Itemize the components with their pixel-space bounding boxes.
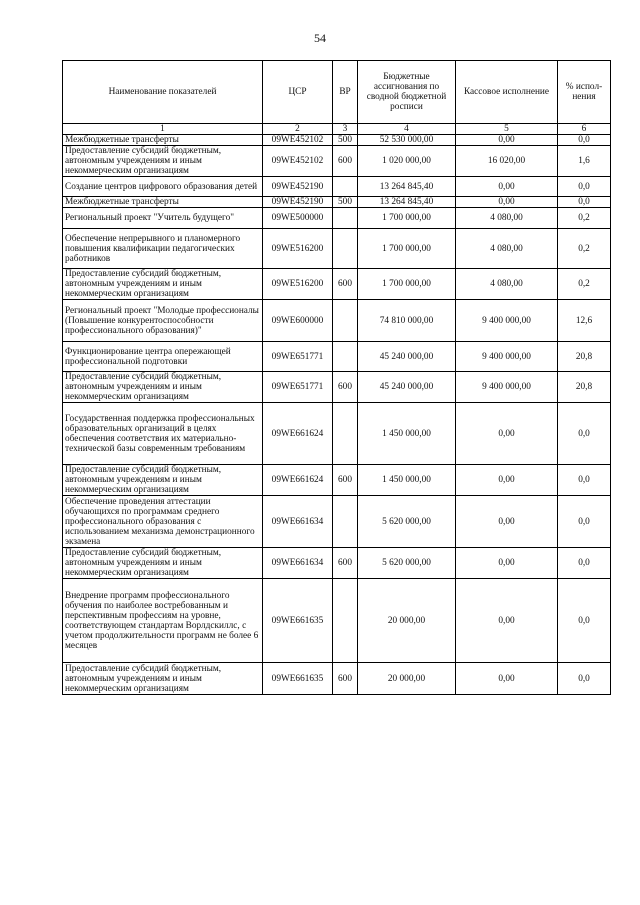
- row-percent: 0,0: [558, 177, 611, 197]
- row-csr: 09WE651771: [263, 372, 333, 403]
- table-row: [63, 135, 611, 146]
- row-percent: 0,2: [558, 208, 611, 229]
- row-vr: 500: [333, 197, 358, 208]
- row-csr: 09WE651771: [263, 342, 333, 372]
- table-row: [63, 146, 611, 177]
- table-row: [63, 465, 611, 496]
- row-assignments: 74 810 000,00: [358, 300, 456, 342]
- row-csr: 09WE516200: [263, 269, 333, 300]
- row-percent: 0,0: [558, 197, 611, 208]
- row-name: Государственная поддержка профессиональных образовательных организаций в целях обеспечения соответствия их материально-технической базы современным требованиям: [63, 403, 263, 465]
- header-assignments: Бюджетные ассигнования по сводной бюджетной росписи: [358, 61, 456, 124]
- row-vr: [333, 300, 358, 342]
- row-csr: 09WE600000: [263, 300, 333, 342]
- row-assignments: 52 530 000,00: [358, 135, 456, 146]
- row-vr: 600: [333, 146, 358, 177]
- table-row: [63, 342, 611, 372]
- row-vr: [333, 208, 358, 229]
- row-name: Предоставление субсидий бюджетным, автономным учреждениям и иным некоммерческим организациям: [63, 372, 263, 403]
- column-number-row: [63, 124, 611, 135]
- row-vr: 600: [333, 269, 358, 300]
- row-csr: 09WE452190: [263, 197, 333, 208]
- row-vr: 500: [333, 135, 358, 146]
- row-cash-execution: 0,00: [456, 465, 558, 496]
- row-name: Межбюджетные трансферты: [63, 197, 263, 208]
- row-assignments: 1 020 000,00: [358, 146, 456, 177]
- row-percent: 0,0: [558, 403, 611, 465]
- row-cash-execution: 0,00: [456, 177, 558, 197]
- row-csr: 09WE516200: [263, 229, 333, 269]
- row-cash-execution: 0,00: [456, 496, 558, 548]
- row-percent: 0,0: [558, 465, 611, 496]
- row-name: Предоставление субсидий бюджетным, автономным учреждениям и иным некоммерческим организациям: [63, 146, 263, 177]
- row-percent: 12,6: [558, 300, 611, 342]
- row-csr: 09WE661635: [263, 579, 333, 663]
- table-body: [63, 135, 611, 695]
- row-csr: 09WE661634: [263, 548, 333, 579]
- row-vr: 600: [333, 663, 358, 695]
- table-row: [63, 229, 611, 269]
- row-csr: 09WE452102: [263, 135, 333, 146]
- row-assignments: 20 000,00: [358, 579, 456, 663]
- row-cash-execution: 4 080,00: [456, 208, 558, 229]
- row-name: Предоставление субсидий бюджетным, автономным учреждениям и иным некоммерческим организациям: [63, 465, 263, 496]
- row-cash-execution: 0,00: [456, 403, 558, 465]
- row-vr: 600: [333, 372, 358, 403]
- row-name: Функционирование центра опережающей профессиональной подготовки: [63, 342, 263, 372]
- row-name: Обеспечение проведения аттестации обучающихся по программам среднего профессионального образования с использованием механизма демонстрационного экзамена: [63, 496, 263, 548]
- row-vr: 600: [333, 465, 358, 496]
- row-vr: [333, 342, 358, 372]
- header-name: Наименование показателей: [63, 61, 263, 124]
- table-row: [63, 372, 611, 403]
- row-name: Межбюджетные трансферты: [63, 135, 263, 146]
- column-number: 1: [63, 124, 263, 135]
- table-row: [63, 496, 611, 548]
- row-percent: 0,2: [558, 269, 611, 300]
- row-percent: 0,0: [558, 496, 611, 548]
- row-cash-execution: 0,00: [456, 579, 558, 663]
- row-name: Предоставление субсидий бюджетным, автономным учреждениям и иным некоммерческим организациям: [63, 663, 263, 695]
- row-vr: [333, 496, 358, 548]
- header-row: [63, 61, 611, 124]
- row-vr: [333, 579, 358, 663]
- row-assignments: 5 620 000,00: [358, 548, 456, 579]
- table-row: [63, 208, 611, 229]
- row-cash-execution: 16 020,00: [456, 146, 558, 177]
- row-assignments: 1 700 000,00: [358, 208, 456, 229]
- row-name: Внедрение программ профессионального обучения по наиболее востребованным и перспективным профессиям на уровне, соответствующем стандартам Ворлдскиллс, с учетом продолжительности программ не более 6 месяцев: [63, 579, 263, 663]
- row-csr: 09WE452102: [263, 146, 333, 177]
- table-row: [63, 177, 611, 197]
- row-cash-execution: 9 400 000,00: [456, 342, 558, 372]
- header-vr: ВР: [333, 61, 358, 124]
- row-cash-execution: 9 400 000,00: [456, 300, 558, 342]
- table-row: [63, 548, 611, 579]
- row-percent: 0,0: [558, 135, 611, 146]
- table-row: [63, 300, 611, 342]
- row-cash-execution: 0,00: [456, 663, 558, 695]
- table-row: [63, 579, 611, 663]
- budget-execution-table: [62, 60, 611, 695]
- row-name: Создание центров цифрового образования детей: [63, 177, 263, 197]
- header-csr: ЦСР: [263, 61, 333, 124]
- row-assignments: 1 450 000,00: [358, 403, 456, 465]
- row-cash-execution: 9 400 000,00: [456, 372, 558, 403]
- row-vr: [333, 403, 358, 465]
- row-vr: 600: [333, 548, 358, 579]
- column-number: 6: [558, 124, 611, 135]
- header-cash-execution: Кассовое исполнение: [456, 61, 558, 124]
- row-assignments: 45 240 000,00: [358, 372, 456, 403]
- column-number: 3: [333, 124, 358, 135]
- row-name: Обеспечение непрерывного и планомерного повышения квалификации педагогических работников: [63, 229, 263, 269]
- row-assignments: 1 450 000,00: [358, 465, 456, 496]
- row-name: Предоставление субсидий бюджетным, автономным учреждениям и иным некоммерческим организациям: [63, 548, 263, 579]
- row-assignments: 5 620 000,00: [358, 496, 456, 548]
- row-assignments: 13 264 845,40: [358, 197, 456, 208]
- row-percent: 1,6: [558, 146, 611, 177]
- row-csr: 09WE500000: [263, 208, 333, 229]
- row-percent: 0,2: [558, 229, 611, 269]
- row-csr: 09WE661634: [263, 496, 333, 548]
- page-number: 54: [314, 31, 326, 45]
- row-csr: 09WE661624: [263, 465, 333, 496]
- header-percent: % испол-нения: [558, 61, 611, 124]
- row-csr: 09WE661635: [263, 663, 333, 695]
- row-assignments: 1 700 000,00: [358, 229, 456, 269]
- row-vr: [333, 229, 358, 269]
- table-row: [63, 403, 611, 465]
- row-percent: 0,0: [558, 663, 611, 695]
- row-cash-execution: 4 080,00: [456, 269, 558, 300]
- row-percent: 20,8: [558, 342, 611, 372]
- table-row: [63, 663, 611, 695]
- table-row: [63, 269, 611, 300]
- column-number: 4: [358, 124, 456, 135]
- row-csr: 09WE661624: [263, 403, 333, 465]
- row-vr: [333, 177, 358, 197]
- column-number: 2: [263, 124, 333, 135]
- row-assignments: 13 264 845,40: [358, 177, 456, 197]
- row-assignments: 20 000,00: [358, 663, 456, 695]
- row-cash-execution: 4 080,00: [456, 229, 558, 269]
- row-assignments: 45 240 000,00: [358, 342, 456, 372]
- row-name: Предоставление субсидий бюджетным, автономным учреждениям и иным некоммерческим организациям: [63, 269, 263, 300]
- row-cash-execution: 0,00: [456, 135, 558, 146]
- row-name: Региональный проект "Молодые профессионалы (Повышение конкурентоспособности профессионального образования)": [63, 300, 263, 342]
- row-percent: 20,8: [558, 372, 611, 403]
- table-row: [63, 197, 611, 208]
- row-cash-execution: 0,00: [456, 197, 558, 208]
- row-name: Региональный проект "Учитель будущего": [63, 208, 263, 229]
- column-number: 5: [456, 124, 558, 135]
- row-cash-execution: 0,00: [456, 548, 558, 579]
- row-assignments: 1 700 000,00: [358, 269, 456, 300]
- row-percent: 0,0: [558, 579, 611, 663]
- row-csr: 09WE452190: [263, 177, 333, 197]
- row-percent: 0,0: [558, 548, 611, 579]
